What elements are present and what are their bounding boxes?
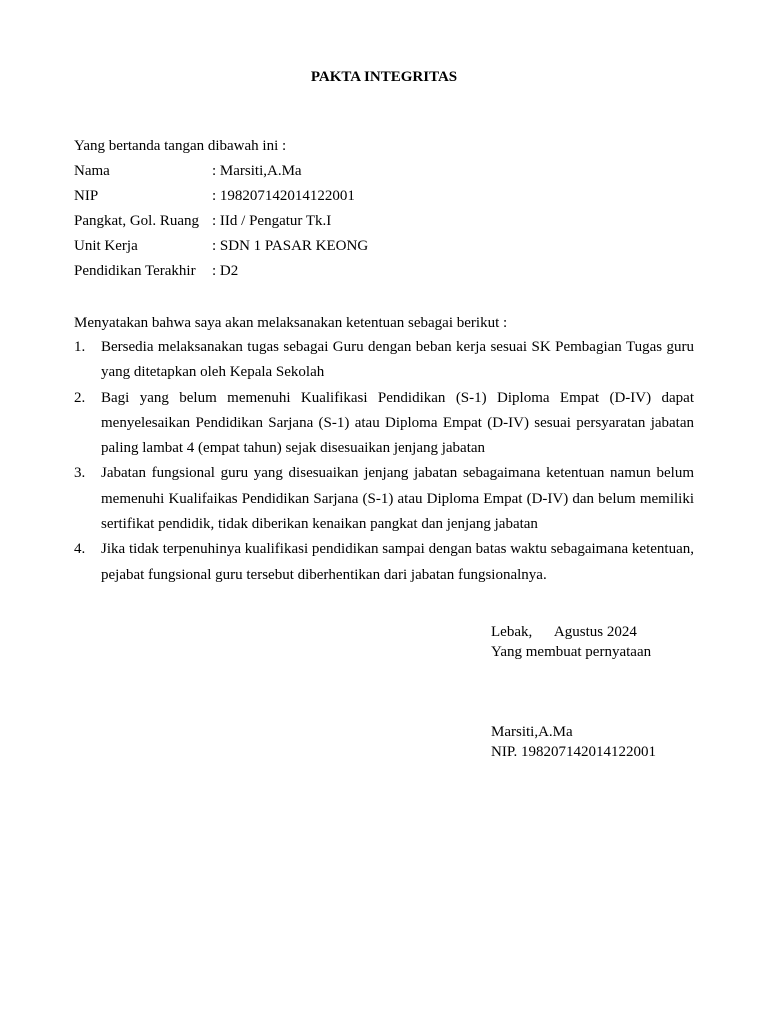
field-label: NIP: [74, 188, 99, 204]
list-item: [74, 461, 694, 537]
field-row-pendidikan: [74, 259, 368, 284]
field-value: : IId / Pengatur Tk.I: [212, 213, 332, 229]
field-value: : 198207142014122001: [212, 188, 355, 204]
field-row-nama: [74, 159, 368, 184]
item-text: Jika tidak terpenuhinya kualifikasi pendidikan sampai dengan batas waktu sebagaimana ketentuan, pejabat fungsional guru tersebut diberhentikan dari jabatan fungsionalnya.: [101, 541, 694, 583]
item-text: Bersedia melaksanakan tugas sebagai Guru dengan beban kerja sesuai SK Pembagian Tugas guru yang ditetapkan oleh Kepala Sekolah: [101, 339, 694, 381]
place-date: Lebak, Agustus 2024: [491, 624, 637, 640]
item-number: 1.: [74, 339, 86, 355]
item-number: 4.: [74, 541, 86, 558]
field-label: Nama: [74, 163, 110, 179]
intro-text: Yang bertanda tangan dibawah ini :: [74, 138, 287, 154]
signatory-name: Marsiti,A.Ma: [491, 724, 573, 740]
list-item: [74, 537, 694, 588]
field-value: : Marsiti,A.Ma: [212, 163, 302, 179]
field-row-nip: [74, 184, 368, 209]
item-number: 3.: [74, 465, 86, 482]
item-text: Jabatan fungsional guru yang disesuaikan jenjang jabatan sebagaimana ketentuan namun belum memenuhi Kualifaikas Pendidikan Sarjana (S-1) atau Diploma Empat (D-IV) dan belum memiliki sertifikat pendidik, tidak diberikan kenaikan pangkat dan jenjang jabatan: [101, 465, 694, 533]
field-label: Pangkat, Gol. Ruang: [74, 213, 199, 229]
provisions-list: [74, 335, 694, 588]
signatory-nip: NIP. 198207142014122001: [491, 744, 657, 760]
list-item: [74, 386, 694, 462]
identity-fields: [74, 159, 368, 284]
field-value: : D2: [212, 263, 239, 279]
field-value: : SDN 1 PASAR KEONG: [212, 238, 369, 254]
signature-block: [491, 622, 656, 762]
field-label: Unit Kerja: [74, 238, 138, 254]
statement-text: Menyatakan bahwa saya akan melaksanakan ketentuan sebagai berikut :: [74, 315, 508, 331]
field-row-unit-kerja: [74, 234, 368, 259]
document-title: PAKTA INTEGRITAS: [310, 69, 458, 85]
item-text: Bagi yang belum memenuhi Kualifikasi Pendidikan (S-1) Diploma Empat (D-IV) dapat menyelesaikan Pendidikan Sarjana (S-1) atau Diploma Empat (D-IV) sesuai persyaratan jabatan paling lambat 4 (empat tahun) sejak disesuaikan jenjang jabatan: [101, 389, 694, 457]
field-row-pangkat: [74, 209, 368, 234]
field-label: Pendidikan Terakhir: [74, 263, 196, 279]
list-item: [74, 335, 694, 386]
item-number: 2.: [74, 389, 86, 406]
signatory-role: Yang membuat pernyataan: [491, 644, 652, 660]
